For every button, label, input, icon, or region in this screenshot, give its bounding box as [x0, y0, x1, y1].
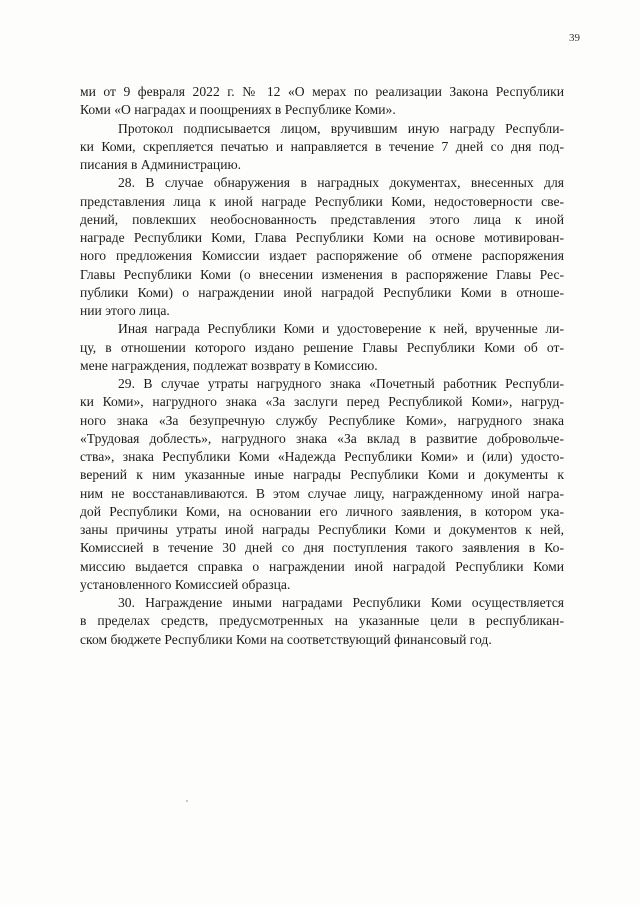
text-line: награде Республики Коми, Глава Республики Коми на основе мотивирован-	[80, 230, 564, 245]
text-line: «Трудовая доблесть», нагрудного знака «За вклад в развитие добровольче-	[80, 430, 564, 446]
text-line: публики Коми) о награждении иной наградой Республики Коми в отноше-	[80, 284, 564, 300]
page-number: 39	[569, 32, 580, 44]
text-line: писания в Администрацию.	[80, 157, 242, 172]
text-line: Протокол подписывается лицом, вручившим иную награду Республи-	[118, 120, 564, 136]
text-line: ного предложения Комиссии издает распоряжение об отмене распоряжения	[80, 248, 564, 264]
text-line: в пределах средств, предусмотренных на указанные цели в республикан-	[80, 613, 564, 629]
text-line: Комиссией в течение 30 дней со дня поступления такого заявления в Ко-	[80, 540, 564, 556]
text-line: ки Коми», нагрудного знака «За заслуги перед Республикой Коми», нагруд-	[80, 394, 564, 410]
text-line: миссию выдается справка о награждении иной наградой Республики Коми	[80, 558, 564, 574]
text-line: цу, в отношении которого издано решение Главы Республики Коми об от-	[80, 339, 564, 355]
paragraph-award-return	[80, 320, 564, 375]
text-line: дений, повлекших необоснованность представления этого лица к иной	[80, 211, 564, 227]
scan-speck	[186, 800, 188, 802]
paragraph-item-28	[80, 174, 564, 320]
text-line: установленного Комиссией образца.	[80, 576, 291, 592]
text-line: ки Коми, скрепляется печатью и направляется в течение 7 дней со дня под-	[80, 138, 564, 154]
text-line: верений к ним указанные иные награды Республики Коми и документы к	[80, 467, 564, 483]
text-line: Главы Республики Коми (о внесении изменения в распоряжение Главы Рес-	[80, 266, 564, 282]
text-line: ми от 9 февраля 2022 г. № 12 «О мерах по реализации Закона Республики	[80, 84, 564, 99]
paragraph-continuation	[80, 83, 564, 120]
text-line: дой Республики Коми, на основании его личного заявления, в котором ука-	[80, 503, 564, 519]
text-line: 28. В случае обнаружения в наградных документах, внесенных для	[118, 175, 564, 191]
paragraph-protocol	[80, 120, 564, 175]
text-line: заны причины утраты иной награды Республики Коми и документов к ней,	[80, 522, 564, 537]
document-body	[80, 83, 564, 649]
text-line: ним не восстанавливаются. В этом случае лицу, награжденному иной награ-	[80, 485, 564, 501]
text-line: Иная награда Республики Коми и удостоверение к ней, врученные ли-	[118, 321, 564, 337]
text-line: 29. В случае утраты нагрудного знака «Почетный работник Республи-	[118, 376, 564, 391]
paragraph-item-29	[80, 375, 564, 594]
text-line: ного знака «За безупречную службу Республике Коми», нагрудного знака	[80, 412, 564, 428]
text-line: ском бюджете Республики Коми на соответствующий финансовый год.	[80, 631, 492, 647]
text-line: мене награждения, подлежат возврату в Комиссию.	[80, 357, 378, 373]
text-line: представления лица к иной награде Республики Коми, недостоверности све-	[80, 193, 564, 209]
text-line: 30. Награждение иными наградами Республики Коми осуществляется	[118, 595, 564, 610]
text-line: нии этого лица.	[80, 303, 170, 318]
text-line: Коми «О наградах и поощрениях в Республике Коми».	[80, 102, 396, 118]
text-line: ства», знака Республики Коми «Надежда Республики Коми» и (или) удосто-	[80, 449, 564, 464]
paragraph-item-30	[80, 594, 564, 649]
